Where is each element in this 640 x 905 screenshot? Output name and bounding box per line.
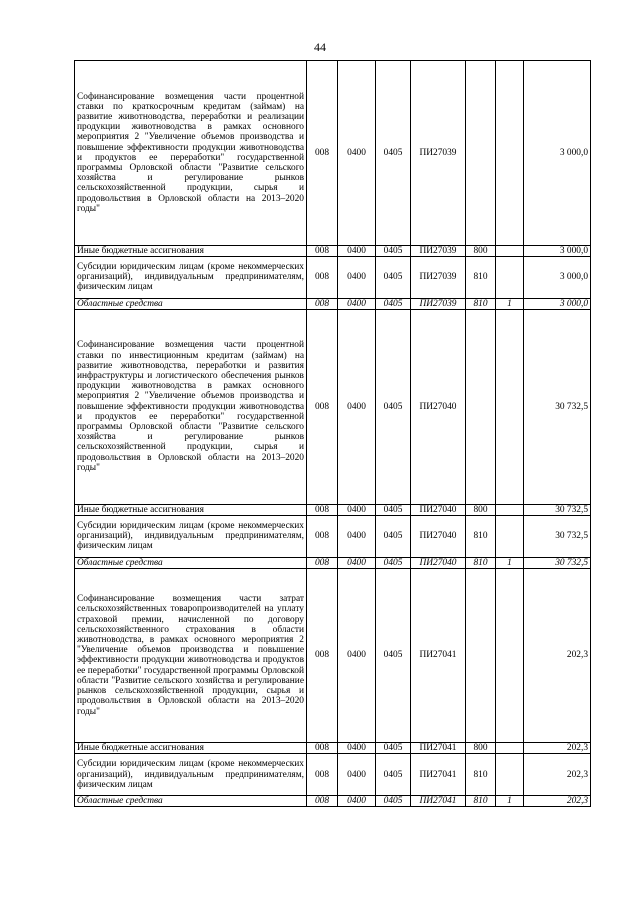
subsection-code-cell: 0405 [376,796,411,807]
amount-cell: 3 000,0 [524,61,591,246]
funding-source-code-cell: 1 [496,557,524,568]
subsection-code-cell: 0405 [376,309,411,504]
target-article-code-cell: ПИ27041 [411,754,466,796]
main-admin-code-cell: 008 [307,796,338,807]
funding-source-code-cell [496,245,524,256]
amount-cell: 3 000,0 [524,298,591,309]
funding-source-code-cell [496,568,524,742]
row-name-cell: Иные бюджетные ассигнования [75,743,307,754]
funding-source-code-cell [496,309,524,504]
expense-type-code-cell: 800 [466,743,496,754]
table-row [75,568,591,742]
expense-type-code-cell [466,309,496,504]
row-name-cell: Софинансирование возмещения части процентной ставки по краткосрочным кредитам (займам) на развитие животноводства, переработки и реализации продукции животноводства в рамках основного мероприятия 2 "Увеличение объемов производства и повышение эффективности продукции животноводства и продуктов ее переработки" государственной программы Орловской области "Развитие сельского хозяйства и регулирование рынков сельскохозяйственной продукции, сырья и продовольствия в Орловской области на 2013–2020 годы" [75,61,307,246]
target-article-code-cell: ПИ27039 [411,245,466,256]
subsection-code-cell: 0405 [376,504,411,515]
table-row [75,743,591,754]
amount-cell: 30 732,5 [524,557,591,568]
row-name-cell: Иные бюджетные ассигнования [75,245,307,256]
section-code-cell: 0400 [338,61,376,246]
row-name-cell: Софинансирование возмещения части затрат сельскохозяйственных товаропроизводителей на уплату страховой премии, начисленной по договору сельскохозяйственного страхования в области животноводства, в рамках основного мероприятия 2 "Увеличение объемов производства и повышение эффективности продукции животноводства и продуктов ее переработки" государственной программы Орловской области "Развитие сельского хозяйства и регулирование рынков сельскохозяйственной продукции, сырья и продовольствия в Орловской области на 2013–2020 годы" [75,568,307,742]
target-article-code-cell: ПИ27040 [411,557,466,568]
amount-cell: 202,3 [524,568,591,742]
expense-type-code-cell: 810 [466,796,496,807]
row-name-cell: Областные средства [75,298,307,309]
row-name-cell: Областные средства [75,557,307,568]
budget-table [74,60,591,807]
subsection-code-cell: 0405 [376,743,411,754]
budget-table-body [75,61,591,807]
amount-cell: 202,3 [524,743,591,754]
expense-type-code-cell: 810 [466,298,496,309]
table-row [75,504,591,515]
row-name-cell: Субсидии юридическим лицам (кроме некоммерческих организаций), индивидуальным предпринимателям, физическим лицам [75,754,307,796]
target-article-code-cell: ПИ27040 [411,504,466,515]
target-article-code-cell: ПИ27041 [411,796,466,807]
expense-type-code-cell: 800 [466,504,496,515]
target-article-code-cell: ПИ27039 [411,298,466,309]
section-code-cell: 0400 [338,256,376,298]
expense-type-code-cell: 810 [466,754,496,796]
row-name-cell: Субсидии юридическим лицам (кроме некоммерческих организаций), индивидуальным предпринимателям, физическим лицам [75,515,307,557]
expense-type-code-cell: 810 [466,256,496,298]
subsection-code-cell: 0405 [376,754,411,796]
expense-type-code-cell: 810 [466,557,496,568]
expense-type-code-cell [466,61,496,246]
funding-source-code-cell [496,504,524,515]
main-admin-code-cell: 008 [307,245,338,256]
amount-cell: 202,3 [524,754,591,796]
table-row [75,515,591,557]
main-admin-code-cell: 008 [307,743,338,754]
funding-source-code-cell: 1 [496,298,524,309]
expense-type-code-cell: 810 [466,515,496,557]
target-article-code-cell: ПИ27041 [411,568,466,742]
section-code-cell: 0400 [338,568,376,742]
main-admin-code-cell: 008 [307,504,338,515]
target-article-code-cell: ПИ27040 [411,515,466,557]
expense-type-code-cell: 800 [466,245,496,256]
main-admin-code-cell: 008 [307,568,338,742]
funding-source-code-cell: 1 [496,796,524,807]
subsection-code-cell: 0405 [376,515,411,557]
table-row-regional-funds [75,557,591,568]
section-code-cell: 0400 [338,309,376,504]
section-code-cell: 0400 [338,796,376,807]
subsection-code-cell: 0405 [376,245,411,256]
expense-type-code-cell [466,568,496,742]
amount-cell: 3 000,0 [524,245,591,256]
funding-source-code-cell [496,754,524,796]
section-code-cell: 0400 [338,298,376,309]
subsection-code-cell: 0405 [376,298,411,309]
table-row [75,256,591,298]
table-row-regional-funds [75,796,591,807]
target-article-code-cell: ПИ27039 [411,256,466,298]
table-row [75,245,591,256]
main-admin-code-cell: 008 [307,309,338,504]
table-row [75,61,591,246]
row-name-cell: Областные средства [75,796,307,807]
amount-cell: 30 732,5 [524,515,591,557]
amount-cell: 202,3 [524,796,591,807]
target-article-code-cell: ПИ27039 [411,61,466,246]
main-admin-code-cell: 008 [307,61,338,246]
section-code-cell: 0400 [338,245,376,256]
amount-cell: 30 732,5 [524,504,591,515]
subsection-code-cell: 0405 [376,557,411,568]
section-code-cell: 0400 [338,557,376,568]
target-article-code-cell: ПИ27040 [411,309,466,504]
section-code-cell: 0400 [338,754,376,796]
section-code-cell: 0400 [338,504,376,515]
main-admin-code-cell: 008 [307,256,338,298]
section-code-cell: 0400 [338,743,376,754]
funding-source-code-cell [496,61,524,246]
main-admin-code-cell: 008 [307,754,338,796]
subsection-code-cell: 0405 [376,256,411,298]
main-admin-code-cell: 008 [307,557,338,568]
funding-source-code-cell [496,743,524,754]
row-name-cell: Субсидии юридическим лицам (кроме некоммерческих организаций), индивидуальным предпринимателям, физическим лицам [75,256,307,298]
subsection-code-cell: 0405 [376,61,411,246]
table-row [75,309,591,504]
section-code-cell: 0400 [338,515,376,557]
funding-source-code-cell [496,515,524,557]
main-admin-code-cell: 008 [307,298,338,309]
row-name-cell: Софинансирование возмещения части процентной ставки по инвестиционным кредитам (займам) на развитие животноводства, переработки и развития инфраструктуры и логистического обеспечения рынков продукции животноводства в рамках основного мероприятия 2 "Увеличение объемов производства и повышение эффективности продукции животноводства и продуктов ее переработки" государственной программы Орловской области "Развитие сельского хозяйства и регулирование рынков сельскохозяйственной продукции, сырья и продовольствия в Орловской области на 2013–2020 годы" [75,309,307,504]
funding-source-code-cell [496,256,524,298]
page-number: 44 [314,40,326,54]
main-admin-code-cell: 008 [307,515,338,557]
amount-cell: 3 000,0 [524,256,591,298]
table-row [75,754,591,796]
table-row-regional-funds [75,298,591,309]
amount-cell: 30 732,5 [524,309,591,504]
subsection-code-cell: 0405 [376,568,411,742]
target-article-code-cell: ПИ27041 [411,743,466,754]
row-name-cell: Иные бюджетные ассигнования [75,504,307,515]
